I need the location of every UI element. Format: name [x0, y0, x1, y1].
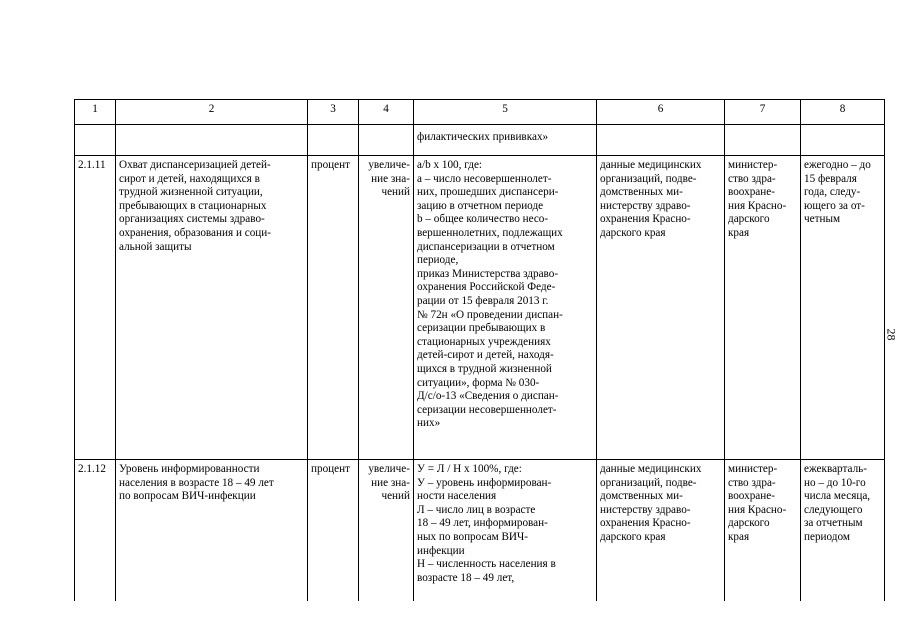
- empty-cell: [801, 125, 885, 156]
- indicator-name: Уровень информированности населения в возрасте 18 – 49 лет по вопросам ВИЧ-инфекции: [116, 460, 308, 602]
- header-cell: 2: [116, 100, 308, 125]
- empty-cell: [359, 125, 414, 156]
- deadline: ежекварталь- но – до 10-го числа месяца, следующего за отчетным периодом: [801, 460, 885, 602]
- calculation-method: a/b x 100, где: a – число несовершеннолет- них, прошедших диспансери- зацию в отчетном периоде b – общее количество несо- вершеннолетних, подлежащих диспансеризации в отчетном периоде, приказ Министерства здраво- охранения Российской Феде- рации от 15 февраля 2013 г. № 72н «О проведении диспан- серизации пребывающих в стационарных учреждениях детей-сирот и детей, находя- щихся в трудной жизненной ситуации», форма № 030- Д/с/о-13 «Сведения о диспан- серизации несовершеннолет- них»: [414, 156, 597, 460]
- unit: процент: [308, 460, 359, 602]
- responsible: министер- ство здра- воохране- ния Красно- дарского края: [725, 156, 801, 460]
- empty-cell: [308, 125, 359, 156]
- header-cell: 5: [414, 100, 597, 125]
- trend: увеличе- ние зна- чений: [359, 156, 414, 460]
- row-number: 2.1.11: [75, 156, 116, 460]
- row-number: 2.1.12: [75, 460, 116, 602]
- data-source: данные медицинских организаций, подве- домственных ми- нистерству здраво- охранения Красно- дарского края: [597, 156, 725, 460]
- header-cell: 3: [308, 100, 359, 125]
- continuation-text: филактических прививках»: [414, 125, 597, 156]
- header-cell: 8: [801, 100, 885, 125]
- header-cell: 1: [75, 100, 116, 125]
- table-row: [75, 156, 885, 460]
- page-number: 28: [884, 328, 899, 341]
- header-cell: 4: [359, 100, 414, 125]
- responsible: министер- ство здра- воохране- ния Красно- дарского края: [725, 460, 801, 602]
- header-cell: 6: [597, 100, 725, 125]
- table-row: [75, 460, 885, 602]
- continuation-row: [75, 125, 885, 156]
- unit: процент: [308, 156, 359, 460]
- indicators-table: [74, 99, 885, 601]
- trend: увеличе- ние зна- чений: [359, 460, 414, 602]
- empty-cell: [725, 125, 801, 156]
- data-source: данные медицинских организаций, подве- домственных ми- нистерству здраво- охранения Красно- дарского края: [597, 460, 725, 602]
- deadline: ежегодно – до 15 февраля года, следу- ющего за от- четным: [801, 156, 885, 460]
- header-cell: 7: [725, 100, 801, 125]
- indicator-name: Охват диспансеризацией детей- сирот и детей, находящихся в трудной жизненной ситуации, пребывающих в стационарных организациях системы здраво- охранения, образования и соци- альной защиты: [116, 156, 308, 460]
- calculation-method: У = Л / Н x 100%, где: У – уровень информирован- ности населения Л – число лиц в возрасте 18 – 49 лет, информирован- ных по вопросам ВИЧ- инфекции Н – численность населения в возрасте 18 – 49 лет,: [414, 460, 597, 602]
- empty-cell: [116, 125, 308, 156]
- empty-cell: [75, 125, 116, 156]
- empty-cell: [597, 125, 725, 156]
- header-row: [75, 100, 885, 125]
